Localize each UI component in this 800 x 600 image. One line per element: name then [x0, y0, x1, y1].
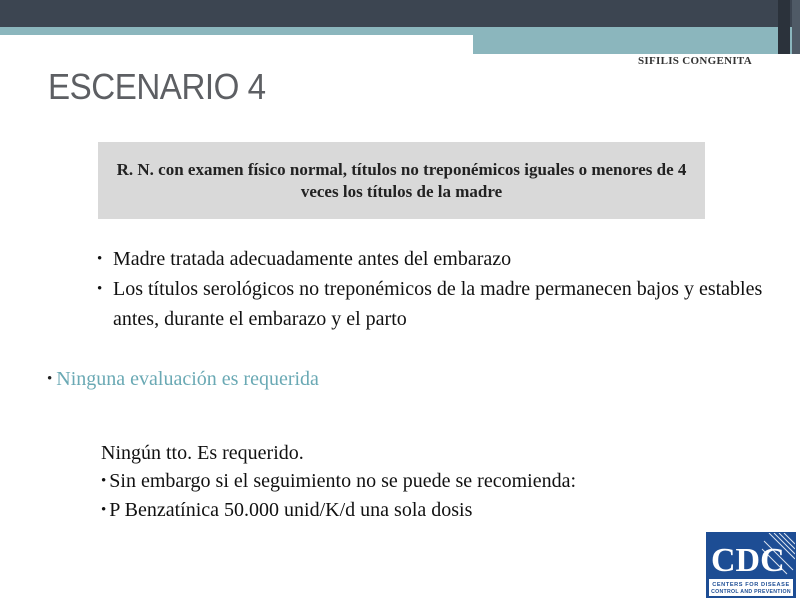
bullet-icon: •: [97, 251, 103, 267]
condition-list: [96, 244, 776, 334]
header-bar-dark: [0, 0, 800, 27]
treatment-intro: Ningún tto. Es requerido.: [101, 442, 304, 464]
list-item: [96, 274, 776, 334]
list-item-text: Madre tratada adecuadamente antes del embarazo: [113, 248, 512, 270]
header-stripe-left: [0, 27, 473, 35]
bullet-icon: •: [47, 371, 53, 387]
header-stripe-right: [473, 27, 800, 54]
header-stripe-divider: [0, 35, 473, 39]
list-item: [101, 467, 751, 496]
treatment-list: [101, 467, 751, 525]
bullet-icon: •: [101, 473, 107, 489]
list-item: [96, 244, 776, 274]
bullet-icon: •: [97, 281, 103, 297]
evaluation-text: Ninguna evaluación es requerida: [56, 368, 319, 390]
list-item-text: Sin embargo si el seguimiento no se puede se recomienda:: [109, 470, 577, 492]
bullet-icon: •: [101, 502, 107, 518]
logo-letters: CDC: [711, 542, 785, 579]
header-label: SIFILIS CONGENITA: [637, 55, 752, 67]
logo-line-2: CONTROL AND PREVENTION: [711, 589, 791, 595]
page-title: ESCENARIO 4: [48, 66, 266, 107]
list-item-text: P Benzatínica 50.000 unid/K/d una sola dosis: [109, 499, 473, 521]
treatment-section: [101, 439, 751, 525]
evaluation-note: [47, 364, 319, 394]
header-corner-dark: [778, 0, 790, 54]
cdc-logo-graphic: [707, 533, 795, 597]
list-item: [101, 496, 751, 525]
criteria-text: R. N. con examen físico normal, títulos no treponémicos iguales o menores de 4 veces los títulos de la madre: [116, 159, 687, 201]
list-item-text: Los títulos serológicos no treponémicos de la madre permanecen bajos y estables antes, durante el embarazo y el parto: [113, 278, 763, 330]
logo-line-1: CENTERS FOR DISEASE: [712, 582, 790, 588]
cdc-logo: [706, 532, 796, 598]
criteria-box: [98, 142, 705, 219]
header-corner-edge: [792, 0, 800, 54]
